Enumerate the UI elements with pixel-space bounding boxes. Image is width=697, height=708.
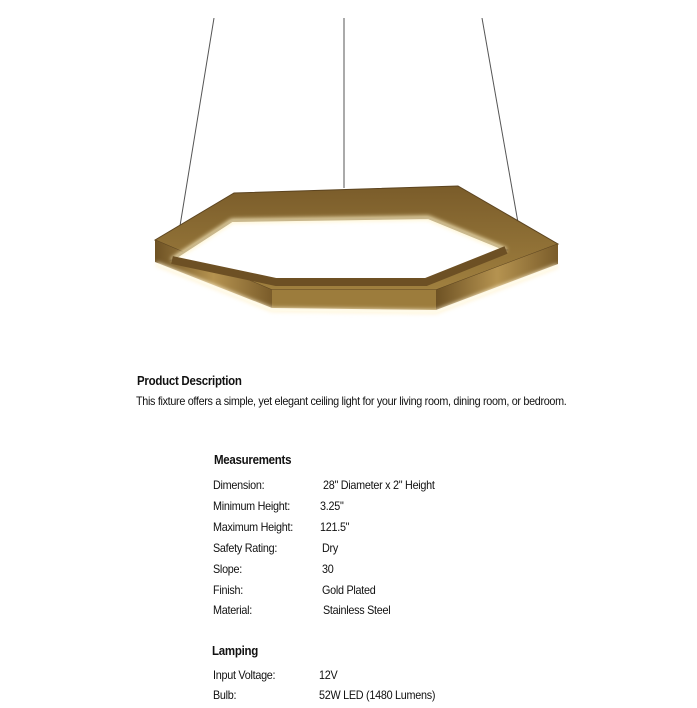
spec-label: Minimum Height: <box>213 499 290 513</box>
hexagon-pendant-light-icon <box>148 18 560 318</box>
spec-label: Bulb: <box>213 688 237 702</box>
spec-value: 30 <box>322 562 334 576</box>
spec-label: Finish: <box>213 583 243 597</box>
spec-row-safety-rating <box>213 541 633 561</box>
spec-value: 52W LED (1480 Lumens) <box>319 688 436 702</box>
description-text: This fixture offers a simple, yet elegant ceiling light for your living room, dining room, or bedroom. <box>136 394 567 408</box>
spec-row-dimension <box>213 478 633 498</box>
spec-value: 3.25" <box>320 499 344 513</box>
spec-row-maximum-height <box>213 520 633 540</box>
spec-label: Material: <box>213 603 252 617</box>
product-photo <box>148 18 560 318</box>
spec-row-material <box>213 603 633 623</box>
measurements-heading: Measurements <box>214 453 292 467</box>
spec-row-minimum-height <box>213 499 633 519</box>
spec-label: Maximum Height: <box>213 520 293 534</box>
spec-row-finish <box>213 583 633 603</box>
spec-label: Input Voltage: <box>213 668 276 682</box>
spec-row-slope <box>213 562 633 582</box>
spec-value: Gold Plated <box>322 583 376 597</box>
description-heading: Product Description <box>137 374 242 388</box>
spec-value: Dry <box>322 541 338 555</box>
spec-row-input-voltage <box>213 668 633 688</box>
spec-value: 121.5" <box>320 520 350 534</box>
spec-value: Stainless Steel <box>323 603 391 617</box>
lamping-heading: Lamping <box>212 644 258 658</box>
spec-value: 28" Diameter x 2" Height <box>323 478 435 492</box>
spec-value: 12V <box>319 668 338 682</box>
spec-label: Dimension: <box>213 478 265 492</box>
spec-label: Safety Rating: <box>213 541 278 555</box>
spec-row-bulb <box>213 688 633 708</box>
spec-label: Slope: <box>213 562 243 576</box>
